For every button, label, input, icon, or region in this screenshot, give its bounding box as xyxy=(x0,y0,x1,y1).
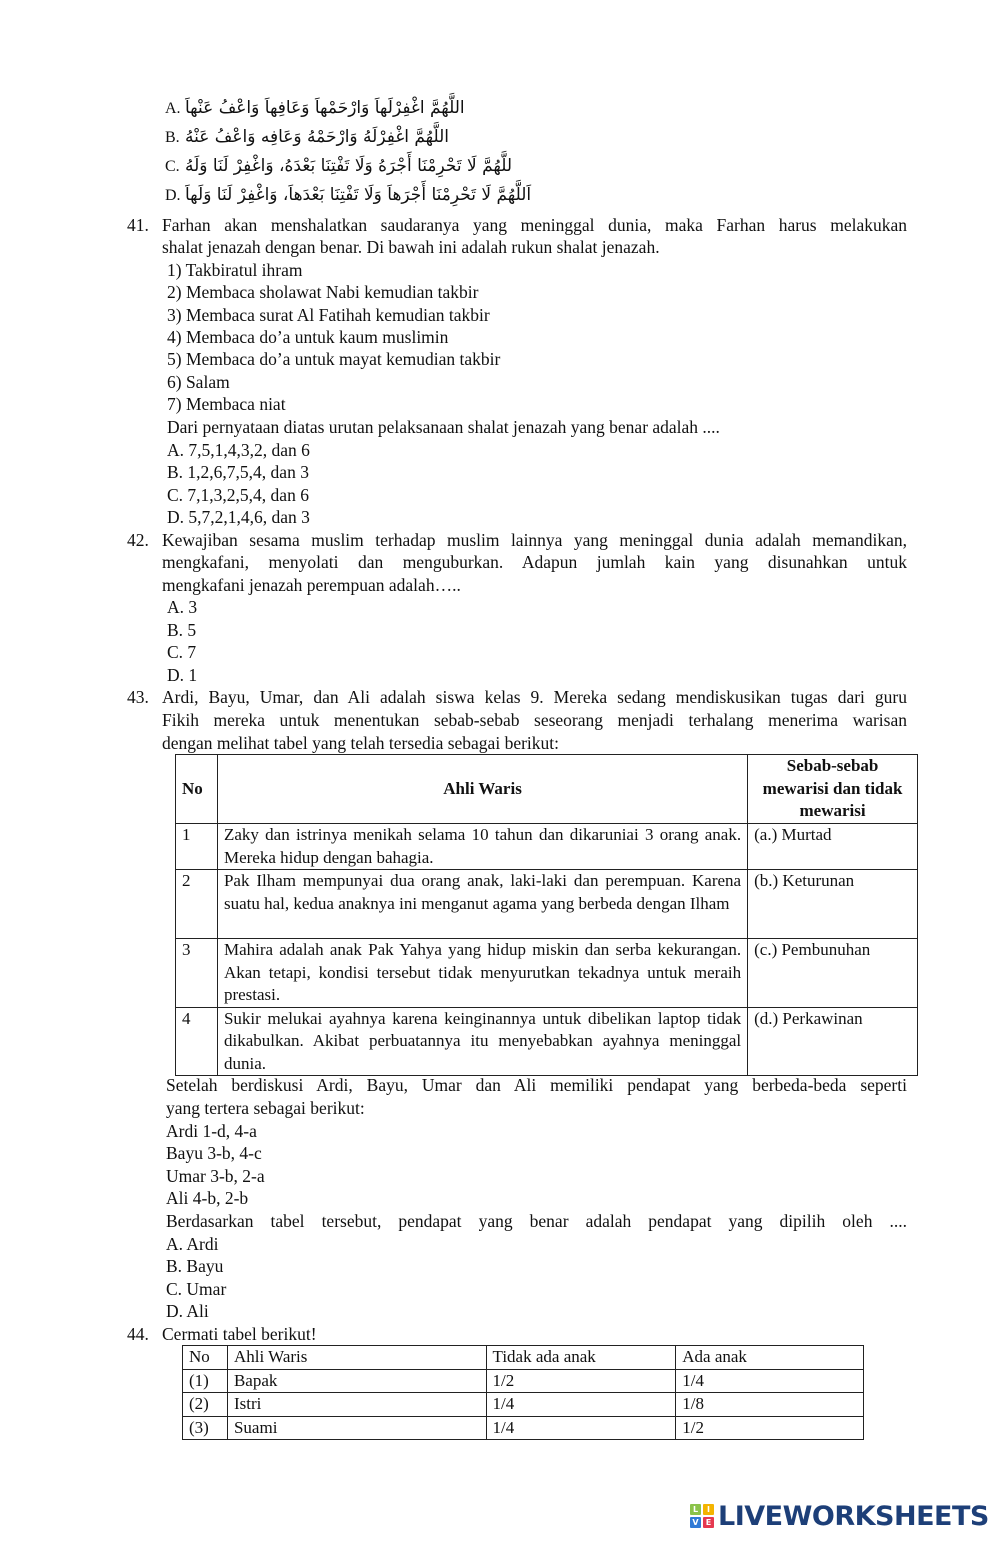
logo-icon xyxy=(690,1504,714,1528)
q43-text-line: Fikih mereka untuk menentukan sebab-sebab seseorang menjadi terhalang menerima warisan xyxy=(162,710,907,730)
option-label: D. xyxy=(165,187,181,204)
q43-after-line: Setelah berdiskusi Ardi, Bayu, Umar dan Ali memiliki pendapat yang berbeda-beda seperti xyxy=(166,1075,907,1095)
q40-option-b[interactable] xyxy=(165,122,449,151)
q40-option-a[interactable] xyxy=(165,93,465,122)
cell-no: (1) xyxy=(183,1369,228,1393)
arabic-text: اَللَّهُمَّ لَا تَحْرِمْنَا أَجْرَهاَ وَلَا تَفْتِنَا بَعْدَهاَ، وَاغْفِرْ لَنَا وَلَهاَ xyxy=(185,185,532,205)
q42-text-line: mengkafani, menyolati dan menguburkan. Adapun jumlah kain yang disunahkan untuk xyxy=(162,552,907,572)
q43-option-b[interactable]: B. Bayu xyxy=(166,1256,224,1276)
header-sebab: Sebab-sebab mewarisi dan tidak mewarisi xyxy=(748,755,918,824)
q41-text-line: Farhan akan menshalatkan saudaranya yang meninggal dunia, maka Farhan harus melakukan xyxy=(162,215,907,235)
cell-tidak-ada-anak: 1/4 xyxy=(486,1416,676,1440)
q41-number: 41. xyxy=(127,215,149,235)
cell-sebab: (c.) Pembunuhan xyxy=(748,939,918,1008)
cell-ahli-waris: Suami xyxy=(227,1416,486,1440)
q43-option-c[interactable]: C. Umar xyxy=(166,1279,227,1299)
header-ada-anak: Ada anak xyxy=(676,1346,864,1370)
cell-tidak-ada-anak: 1/4 xyxy=(486,1393,676,1417)
q44-table xyxy=(182,1345,864,1440)
option-label: B. xyxy=(165,129,180,146)
cell-sebab: (d.) Perkawinan xyxy=(748,1007,918,1076)
q43-opinion: Ardi 1-d, 4-a xyxy=(166,1121,257,1141)
cell-no: (2) xyxy=(183,1393,228,1417)
cell-sebab: (b.) Keturunan xyxy=(748,870,918,939)
q41-option-b[interactable]: B. 1,2,6,7,5,4, dan 3 xyxy=(167,462,309,482)
cell-ahli-waris: Zaky dan istrinya menikah selama 10 tahun dan dikaruniai 3 orang anak. Mereka hidup dengan bahagia. xyxy=(217,824,747,870)
q43-opinion: Ali 4-b, 2-b xyxy=(166,1188,249,1208)
arabic-text: اللَّهُمَّ اغْفِرْلَهُ وَارْحَمْهُ وَعَافِه وَاعْفُ عَنْهُ xyxy=(185,127,450,147)
table-header-row xyxy=(176,755,918,824)
q40-option-c[interactable] xyxy=(165,151,512,180)
table-row xyxy=(176,939,918,1008)
q41-item: 1) Takbiratul ihram xyxy=(167,260,303,280)
logo-letter: V xyxy=(690,1517,701,1528)
option-label: A. xyxy=(165,100,181,117)
q41-item: 5) Membaca do’a untuk mayat kemudian takbir xyxy=(167,349,501,369)
q42-option-a[interactable]: A. 3 xyxy=(167,597,198,617)
cell-tidak-ada-anak: 1/2 xyxy=(486,1369,676,1393)
liveworksheets-logo xyxy=(690,1501,989,1531)
cell-no: 2 xyxy=(176,870,218,939)
logo-letter: I xyxy=(703,1504,714,1515)
cell-no: 1 xyxy=(176,824,218,870)
q41-text-line: shalat jenazah dengan benar. Di bawah ini adalah rukun shalat jenazah. xyxy=(162,237,660,257)
q43-text-line: Ardi, Bayu, Umar, dan Ali adalah siswa kelas 9. Mereka sedang mendiskusikan tugas dari guru xyxy=(162,687,907,707)
q41-prompt: Dari pernyataan diatas urutan pelaksanaan shalat jenazah yang benar adalah .... xyxy=(167,417,720,437)
table-row xyxy=(183,1393,864,1417)
q43-option-a[interactable]: A. Ardi xyxy=(166,1234,219,1254)
q41-item: 3) Membaca surat Al Fatihah kemudian takbir xyxy=(167,305,490,325)
q43-prompt: Berdasarkan tabel tersebut, pendapat yang benar adalah pendapat yang dipilih oleh .... xyxy=(166,1211,907,1231)
q43-number: 43. xyxy=(127,687,149,707)
cell-ada-anak: 1/8 xyxy=(676,1393,864,1417)
cell-ahli-waris: Istri xyxy=(227,1393,486,1417)
header-tidak-ada-anak: Tidak ada anak xyxy=(486,1346,676,1370)
q43-table xyxy=(175,754,918,1076)
q42-number: 42. xyxy=(127,530,149,550)
cell-no: (3) xyxy=(183,1416,228,1440)
header-ahli-waris: Ahli Waris xyxy=(227,1346,486,1370)
cell-ahli-waris: Mahira adalah anak Pak Yahya yang hidup miskin dan serba kekurangan. Akan tetapi, kondisi tersebut tidak menyurutkan tekadnya untuk meraih prestasi. xyxy=(217,939,747,1008)
cell-ada-anak: 1/2 xyxy=(676,1416,864,1440)
q42-text-line: Kewajiban sesama muslim terhadap muslim lainnya yang meninggal dunia adalah memandikan, xyxy=(162,530,907,550)
cell-no: 3 xyxy=(176,939,218,1008)
table-row xyxy=(183,1369,864,1393)
header-no: No xyxy=(176,755,218,824)
q42-option-d[interactable]: D. 1 xyxy=(167,665,198,685)
logo-letter: E xyxy=(703,1517,714,1528)
q41-item: 7) Membaca niat xyxy=(167,394,286,414)
table-row xyxy=(176,870,918,939)
cell-ada-anak: 1/4 xyxy=(676,1369,864,1393)
q43-option-d[interactable]: D. Ali xyxy=(166,1301,209,1321)
q42-option-c[interactable]: C. 7 xyxy=(167,642,197,662)
q44-number: 44. xyxy=(127,1324,149,1344)
cell-ahli-waris: Pak Ilham mempunyai dua orang anak, laki-laki dan perempuan. Karena suatu hal, kedua anaknya ini menganut agama yang berbeda dengan Ilham xyxy=(217,870,747,939)
q41-item: 6) Salam xyxy=(167,372,230,392)
cell-ahli-waris: Bapak xyxy=(227,1369,486,1393)
logo-text: LIVEWORKSHEETS xyxy=(718,1500,989,1532)
q41-option-d[interactable]: D. 5,7,2,1,4,6, dan 3 xyxy=(167,507,310,527)
table-row xyxy=(183,1416,864,1440)
q41-option-a[interactable]: A. 7,5,1,4,3,2, dan 6 xyxy=(167,440,310,460)
q41-item: 2) Membaca sholawat Nabi kemudian takbir xyxy=(167,282,479,302)
q40-option-d[interactable] xyxy=(165,180,531,209)
cell-no: 4 xyxy=(176,1007,218,1076)
q43-opinion: Bayu 3-b, 4-c xyxy=(166,1143,262,1163)
arabic-text: اللَّهُمَّ اغْفِرْلَهاَ وَارْحَمْهاَ وَعَافِهاَ وَاعْفُ عَنْهاَ xyxy=(185,98,465,118)
q41-option-c[interactable]: C. 7,1,3,2,5,4, dan 6 xyxy=(167,485,309,505)
table-header-row xyxy=(183,1346,864,1370)
header-no: No xyxy=(183,1346,228,1370)
q43-after-line: yang tertera sebagai berikut: xyxy=(166,1098,365,1118)
q42-text-line: mengkafani jenazah perempuan adalah….. xyxy=(162,575,461,595)
q41-item: 4) Membaca do’a untuk kaum muslimin xyxy=(167,327,449,347)
q43-opinion: Umar 3-b, 2-a xyxy=(166,1166,265,1186)
option-label: C. xyxy=(165,158,180,175)
cell-sebab: (a.) Murtad xyxy=(748,824,918,870)
arabic-text: للَّهُمَّ لَا تَحْرِمْنَا أَجْرَهُ وَلَا تَفْتِنَا بَعْدَهُ، وَاغْفِرْ لَنَا وَلَهُ xyxy=(185,156,513,176)
cell-ahli-waris: Sukir melukai ayahnya karena keinginannya untuk dibelikan laptop tidak dikabulkan. Akibat perbuatannya itu menyebabkan ayahnya meninggal dunia. xyxy=(217,1007,747,1076)
table-row xyxy=(176,824,918,870)
table-row xyxy=(176,1007,918,1076)
q42-option-b[interactable]: B. 5 xyxy=(167,620,197,640)
logo-letter: L xyxy=(690,1504,701,1515)
header-ahli-waris: Ahli Waris xyxy=(217,755,747,824)
q44-text: Cermati tabel berikut! xyxy=(162,1324,317,1344)
q43-text-line: dengan melihat tabel yang telah tersedia sebagai berikut: xyxy=(162,733,559,753)
